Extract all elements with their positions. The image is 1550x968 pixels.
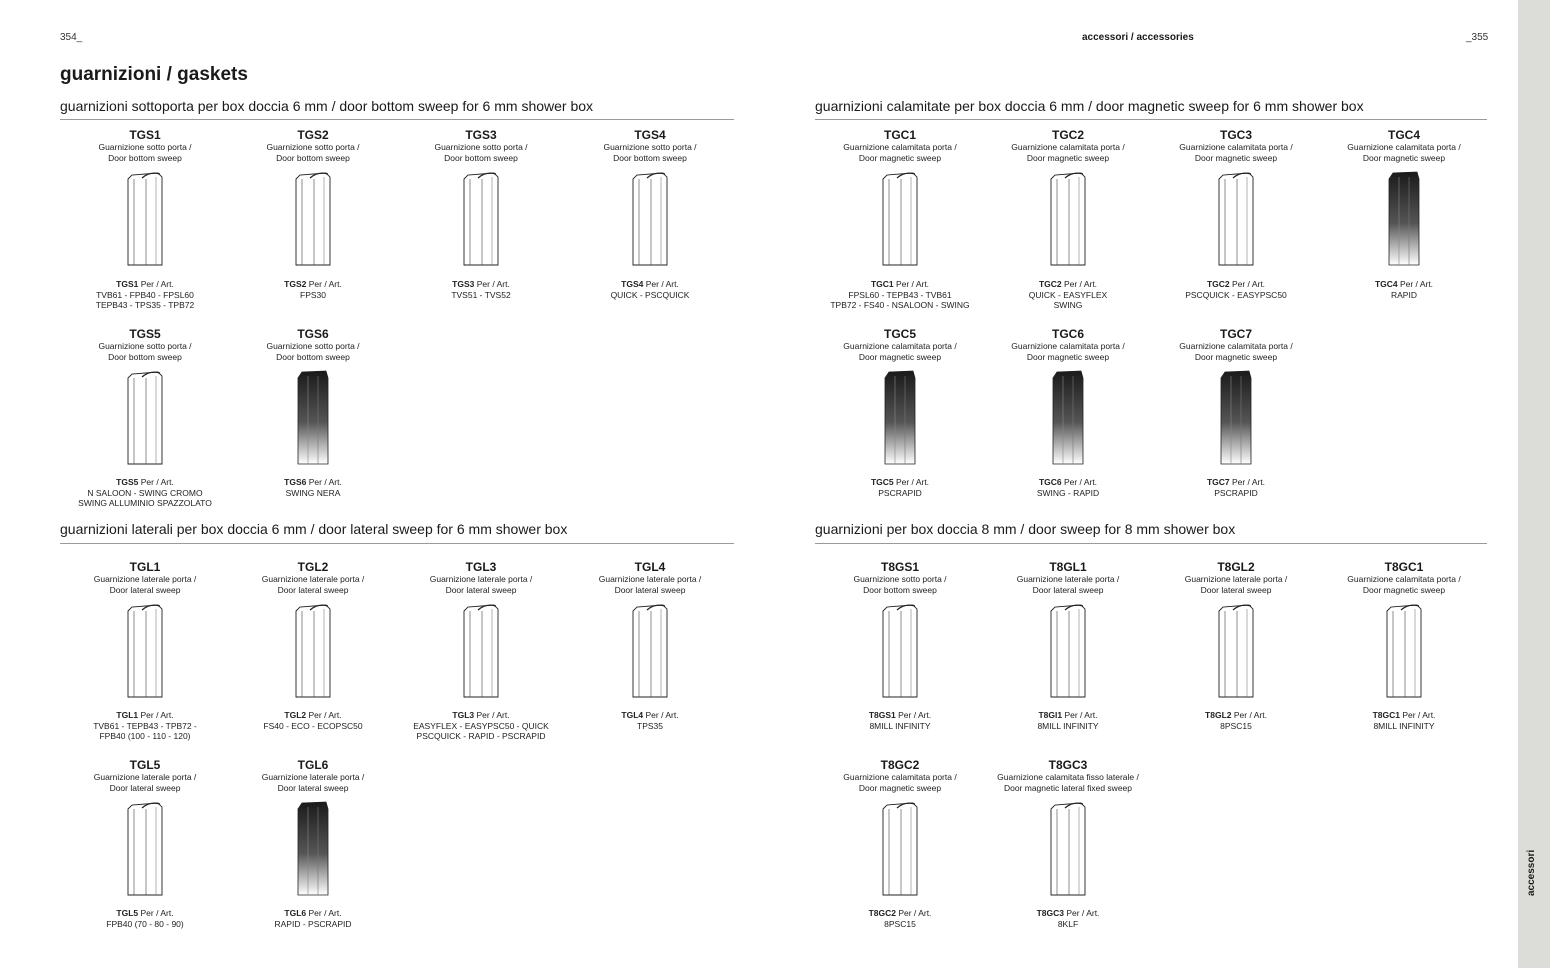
compat-models: TVB61 - TEPB43 - TPB72 -	[93, 720, 197, 731]
gasket-compatibility	[983, 477, 1153, 498]
compat-per-label: Per / Art.	[1061, 477, 1098, 487]
gasket-card-tgs4	[565, 129, 735, 267]
compat-per-label: Per / Art.	[306, 279, 342, 289]
compat-per-label: Per / Art.	[1063, 908, 1100, 918]
gasket-card-t8gc3	[983, 759, 1153, 897]
compat-models: FPSL60 - TEPB43 - TVB61	[848, 289, 952, 300]
gasket-description: Guarnizione calamitata porta /	[843, 772, 957, 782]
gasket-profile-drawing	[865, 169, 935, 267]
gasket-description: Door lateral sweep	[277, 782, 349, 793]
gasket-code: T8GL2	[1217, 560, 1255, 574]
gasket-code: TGC6	[1051, 327, 1084, 341]
gasket-description: Door magnetic sweep	[1194, 152, 1278, 163]
gasket-card-tgc3	[1151, 129, 1321, 267]
gasket-compatibility	[396, 710, 566, 742]
gasket-code: TGL1	[129, 560, 161, 574]
gasket-description: Guarnizione laterale porta /	[261, 772, 365, 782]
gasket-profile-drawing	[110, 169, 180, 267]
gasket-code: T8GS1	[880, 560, 919, 574]
compat-per-label: Per / Art.	[306, 908, 342, 918]
gasket-description: Door magnetic sweep	[1026, 351, 1110, 362]
compat-models: TVS51 - TVS52	[451, 289, 511, 300]
compat-per-label: Per / Art.	[893, 279, 930, 289]
gasket-card-t8gc2	[815, 759, 985, 897]
gasket-profile-drawing	[1201, 169, 1271, 267]
compat-models: TVB61 - FPB40 - FPSL60	[96, 289, 194, 300]
gasket-card-tgc2	[983, 129, 1153, 267]
compat-models: RAPID	[1391, 289, 1417, 300]
gasket-description: Door bottom sweep	[108, 351, 182, 362]
gasket-description: Guarnizione calamitata fisso laterale /	[997, 772, 1139, 782]
gasket-description: Door magnetic sweep	[1194, 351, 1278, 362]
gasket-profile-drawing	[278, 799, 348, 897]
compat-per-label: Per / Art.	[1229, 477, 1266, 487]
gasket-card-tgs1	[60, 129, 230, 267]
compat-models: RAPID - PSCRAPID	[274, 918, 352, 929]
compat-models: QUICK - PSCQUICK	[610, 289, 690, 300]
compat-models: 8MILL INFINITY	[1037, 720, 1099, 731]
compat-models: TEPB43 - TPS35 - TPB72	[95, 300, 195, 310]
compat-code: TGS3	[452, 279, 475, 289]
gasket-description: Guarnizione sotto porta /	[603, 142, 697, 152]
gasket-profile-drawing	[1033, 368, 1103, 466]
compat-per-label: Per / Art.	[138, 477, 174, 487]
gasket-compatibility	[815, 477, 985, 498]
gasket-description: Guarnizione sotto porta /	[266, 142, 360, 152]
section-title-lateral-sweep-6mm: guarnizioni laterali per box doccia 6 mm / door lateral sweep for 6 mm shower box	[60, 521, 568, 537]
gasket-compatibility	[228, 908, 398, 929]
gasket-profile-drawing	[1201, 368, 1271, 466]
compat-per-label: Per / Art.	[1229, 279, 1266, 289]
main-title: guarnizioni / gaskets	[60, 64, 248, 85]
gasket-compatibility	[228, 710, 398, 731]
compat-code: T8GC3	[1036, 908, 1064, 918]
gasket-compatibility	[228, 279, 398, 300]
compat-code: TGL2	[284, 710, 307, 720]
gasket-description: Door bottom sweep	[276, 351, 350, 362]
gasket-compatibility	[815, 710, 985, 731]
gasket-profile-drawing	[110, 368, 180, 466]
gasket-compatibility	[60, 477, 230, 509]
gasket-profile-drawing	[865, 368, 935, 466]
compat-code: TGC7	[1206, 477, 1230, 487]
compat-code: TGC2	[1038, 279, 1062, 289]
gasket-description: Guarnizione sotto porta /	[98, 142, 192, 152]
gasket-description: Door lateral sweep	[277, 584, 349, 595]
section-title-magnetic-sweep-6mm: guarnizioni calamitate per box doccia 6 mm / door magnetic sweep for 6 mm shower box	[815, 98, 1364, 114]
gasket-description: Door bottom sweep	[444, 152, 518, 163]
gasket-code: TGS2	[297, 128, 329, 142]
gasket-profile-drawing	[278, 601, 348, 699]
gasket-compatibility	[983, 710, 1153, 731]
gasket-code: T8GL1	[1049, 560, 1087, 574]
compat-models: FPB40 (100 - 110 - 120)	[99, 731, 191, 741]
gasket-profile-drawing	[1033, 169, 1103, 267]
compat-models: FPS30	[300, 289, 326, 300]
page-number-right: _355	[1466, 32, 1489, 43]
gasket-card-tgc4	[1319, 129, 1489, 267]
gasket-card-tgc7	[1151, 328, 1321, 466]
gasket-description: Guarnizione calamitata porta /	[1179, 341, 1293, 351]
gasket-card-tgl5	[60, 759, 230, 897]
gasket-code: TGC2	[1051, 128, 1084, 142]
gasket-code: T8GC1	[1384, 560, 1424, 574]
page-number-left: 354_	[60, 32, 83, 43]
gasket-compatibility	[1319, 710, 1489, 731]
compat-code: T8GC1	[1372, 710, 1400, 720]
gasket-compatibility	[815, 279, 985, 311]
compat-code: TGL4	[621, 710, 644, 720]
gasket-profile-drawing	[615, 601, 685, 699]
gasket-card-tgl6	[228, 759, 398, 897]
gasket-description: Door lateral sweep	[109, 584, 181, 595]
gasket-description: Guarnizione calamitata porta /	[843, 341, 957, 351]
compat-models: TPS35	[637, 720, 663, 731]
gasket-code: T8GC2	[880, 758, 920, 772]
gasket-profile-drawing	[1369, 169, 1439, 267]
gasket-profile-drawing	[278, 368, 348, 466]
gasket-profile-drawing	[1369, 601, 1439, 699]
compat-per-label: Per / Art.	[1061, 279, 1098, 289]
gasket-compatibility	[565, 710, 735, 731]
compat-code: TGL3	[452, 710, 475, 720]
gasket-card-tgs2	[228, 129, 398, 267]
compat-code: T8GC2	[868, 908, 896, 918]
gasket-description: Guarnizione calamitata porta /	[843, 142, 957, 152]
compat-models: 8KLF	[1057, 918, 1079, 929]
gasket-description: Door bottom sweep	[613, 152, 687, 163]
compat-models: 8MILL INFINITY	[1373, 720, 1435, 731]
gasket-compatibility	[983, 279, 1153, 311]
gasket-code: TGL3	[465, 560, 497, 574]
gasket-compatibility	[565, 279, 735, 300]
compat-models: 8PSC15	[884, 918, 916, 929]
compat-models: PSCQUICK - RAPID - PSCRAPID	[416, 731, 546, 741]
compat-per-label: Per / Art.	[1399, 710, 1436, 720]
compat-per-label: Per / Art.	[1062, 710, 1098, 720]
gasket-card-tgc1	[815, 129, 985, 267]
gasket-card-tgc5	[815, 328, 985, 466]
gasket-card-tgl1	[60, 561, 230, 699]
gasket-code: TGC5	[883, 327, 916, 341]
gasket-card-tgl4	[565, 561, 735, 699]
compat-code: TGS5	[116, 477, 139, 487]
gasket-code: TGL5	[129, 758, 161, 772]
gasket-compatibility	[1151, 279, 1321, 300]
gasket-code: TGC1	[883, 128, 916, 142]
gasket-description: Guarnizione laterale porta /	[429, 574, 533, 584]
gasket-card-t8gs1	[815, 561, 985, 699]
gasket-description: Guarnizione laterale porta /	[1016, 574, 1120, 584]
gasket-description: Guarnizione calamitata porta /	[1011, 341, 1125, 351]
gasket-description: Guarnizione calamitata porta /	[1347, 574, 1461, 584]
gasket-profile-drawing	[1201, 601, 1271, 699]
gasket-compatibility	[60, 908, 230, 929]
gasket-code: TGC3	[1219, 128, 1252, 142]
gasket-code: T8GC3	[1048, 758, 1088, 772]
gasket-description: Door lateral sweep	[445, 584, 517, 595]
gasket-code: TGS6	[297, 327, 329, 341]
gasket-description: Door lateral sweep	[1032, 584, 1104, 595]
compat-code: T8GL2	[1205, 710, 1232, 720]
gasket-description: Door magnetic sweep	[1362, 584, 1446, 595]
compat-code: TGL6	[284, 908, 307, 918]
gasket-compatibility	[396, 279, 566, 300]
gasket-profile-drawing	[865, 601, 935, 699]
gasket-card-t8gl2	[1151, 561, 1321, 699]
gasket-profile-drawing	[110, 799, 180, 897]
compat-per-label: Per / Art.	[474, 279, 510, 289]
gasket-card-tgs3	[396, 129, 566, 267]
compat-code: TGS6	[284, 477, 307, 487]
compat-models: SWING - RAPID	[1036, 487, 1100, 498]
gasket-code: TGL4	[634, 560, 666, 574]
gasket-description: Guarnizione laterale porta /	[598, 574, 702, 584]
compat-per-label: Per / Art.	[643, 279, 679, 289]
compat-models: 8PSC15	[1220, 720, 1252, 731]
compat-code: TGS1	[116, 279, 139, 289]
compat-per-label: Per / Art.	[138, 279, 174, 289]
gasket-code: TGL6	[297, 758, 329, 772]
gasket-description: Door bottom sweep	[863, 584, 937, 595]
section-title-sweep-8mm: guarnizioni per box doccia 8 mm / door sweep for 8 mm shower box	[815, 521, 1236, 537]
gasket-code: TGS1	[129, 128, 161, 142]
compat-models: SWING	[1053, 300, 1083, 310]
gasket-card-tgs6	[228, 328, 398, 466]
compat-per-label: Per / Art.	[138, 710, 174, 720]
compat-per-label: Per / Art.	[893, 477, 930, 487]
compat-code: TGL1	[116, 710, 139, 720]
gasket-description: Guarnizione laterale porta /	[261, 574, 365, 584]
gasket-code: TGL2	[297, 560, 329, 574]
compat-code: TGC4	[1374, 279, 1398, 289]
gasket-compatibility	[228, 477, 398, 498]
compat-code: TGC2	[1206, 279, 1230, 289]
gasket-card-tgc6	[983, 328, 1153, 466]
gasket-code: TGS3	[465, 128, 497, 142]
compat-per-label: Per / Art.	[643, 710, 679, 720]
compat-code: TGL5	[116, 908, 139, 918]
gasket-description: Door magnetic lateral fixed sweep	[1003, 782, 1133, 793]
gasket-card-t8gl1	[983, 561, 1153, 699]
gasket-profile-drawing	[446, 601, 516, 699]
compat-models: TPB72 - FS40 - NSALOON - SWING	[830, 300, 970, 310]
section-divider	[60, 543, 734, 544]
gasket-description: Door bottom sweep	[108, 152, 182, 163]
compat-per-label: Per / Art.	[895, 908, 932, 918]
gasket-card-tgl2	[228, 561, 398, 699]
gasket-description: Guarnizione sotto porta /	[266, 341, 360, 351]
compat-per-label: Per / Art.	[1397, 279, 1434, 289]
compat-models: 8MILL INFINITY	[869, 720, 931, 731]
compat-models: FS40 - ECO - ECOPSC50	[263, 720, 363, 731]
compat-per-label: Per / Art.	[306, 710, 342, 720]
section-divider	[815, 119, 1487, 120]
page-sidebar-tab	[1518, 0, 1550, 968]
gasket-compatibility	[60, 279, 230, 311]
gasket-profile-drawing	[110, 601, 180, 699]
gasket-description: Guarnizione sotto porta /	[434, 142, 528, 152]
compat-code: TGS2	[284, 279, 307, 289]
compat-models: PSCQUICK - EASYPSC50	[1185, 289, 1287, 300]
gasket-code: TGS5	[129, 327, 161, 341]
compat-per-label: Per / Art.	[1231, 710, 1267, 720]
gasket-profile-drawing	[1033, 799, 1103, 897]
gasket-description: Door magnetic sweep	[858, 351, 942, 362]
gasket-compatibility	[60, 710, 230, 742]
compat-models: PSCRAPID	[878, 487, 922, 498]
gasket-description: Guarnizione calamitata porta /	[1011, 142, 1125, 152]
section-title-bottom-sweep-6mm: guarnizioni sottoporta per box doccia 6 mm / door bottom sweep for 6 mm shower box	[60, 98, 594, 114]
compat-code: TGC5	[870, 477, 894, 487]
gasket-code: TGC4	[1387, 128, 1420, 142]
gasket-description: Door magnetic sweep	[858, 152, 942, 163]
compat-models: QUICK - EASYFLEX	[1028, 289, 1108, 300]
gasket-description: Guarnizione sotto porta /	[853, 574, 947, 584]
compat-models: PSCRAPID	[1214, 487, 1258, 498]
gasket-description: Door lateral sweep	[109, 782, 181, 793]
gasket-profile-drawing	[1033, 601, 1103, 699]
compat-models: FPB40 (70 - 80 - 90)	[106, 918, 184, 929]
compat-per-label: Per / Art.	[895, 710, 932, 720]
compat-per-label: Per / Art.	[306, 477, 342, 487]
gasket-description: Guarnizione laterale porta /	[93, 574, 197, 584]
compat-code: TGC6	[1038, 477, 1062, 487]
gasket-description: Door magnetic sweep	[1026, 152, 1110, 163]
gasket-description: Guarnizione laterale porta /	[1184, 574, 1288, 584]
gasket-compatibility	[1151, 710, 1321, 731]
compat-models: SWING ALLUMINIO SPAZZOLATO	[78, 498, 212, 508]
compat-models: EASYFLEX - EASYPSC50 - QUICK	[413, 720, 549, 731]
compat-models: N SALOON - SWING CROMO	[87, 487, 203, 498]
compat-code: T8GS1	[868, 710, 896, 720]
gasket-description: Guarnizione sotto porta /	[98, 341, 192, 351]
sidebar-label: accessori	[1526, 849, 1537, 896]
gasket-description: Guarnizione laterale porta /	[93, 772, 197, 782]
gasket-description: Guarnizione calamitata porta /	[1179, 142, 1293, 152]
gasket-card-tgs5	[60, 328, 230, 466]
section-divider	[60, 119, 734, 120]
header-title: accessori / accessories	[1082, 32, 1194, 43]
gasket-description: Guarnizione calamitata porta /	[1347, 142, 1461, 152]
compat-code: T8Gl1	[1038, 710, 1063, 720]
gasket-profile-drawing	[446, 169, 516, 267]
gasket-description: Door lateral sweep	[1200, 584, 1272, 595]
gasket-description: Door lateral sweep	[614, 584, 686, 595]
gasket-profile-drawing	[615, 169, 685, 267]
compat-code: TGS4	[621, 279, 644, 289]
gasket-code: TGC7	[1219, 327, 1252, 341]
compat-per-label: Per / Art.	[138, 908, 174, 918]
gasket-code: TGS4	[634, 128, 666, 142]
gasket-description: Door magnetic sweep	[1362, 152, 1446, 163]
gasket-profile-drawing	[865, 799, 935, 897]
gasket-description: Door magnetic sweep	[858, 782, 942, 793]
gasket-compatibility	[1319, 279, 1489, 300]
gasket-profile-drawing	[278, 169, 348, 267]
compat-per-label: Per / Art.	[474, 710, 510, 720]
gasket-compatibility	[983, 908, 1153, 929]
compat-code: TGC1	[870, 279, 894, 289]
gasket-card-t8gc1	[1319, 561, 1489, 699]
section-divider	[815, 543, 1487, 544]
gasket-compatibility	[815, 908, 985, 929]
gasket-compatibility	[1151, 477, 1321, 498]
gasket-card-tgl3	[396, 561, 566, 699]
compat-models: SWING NERA	[285, 487, 341, 498]
gasket-description: Door bottom sweep	[276, 152, 350, 163]
